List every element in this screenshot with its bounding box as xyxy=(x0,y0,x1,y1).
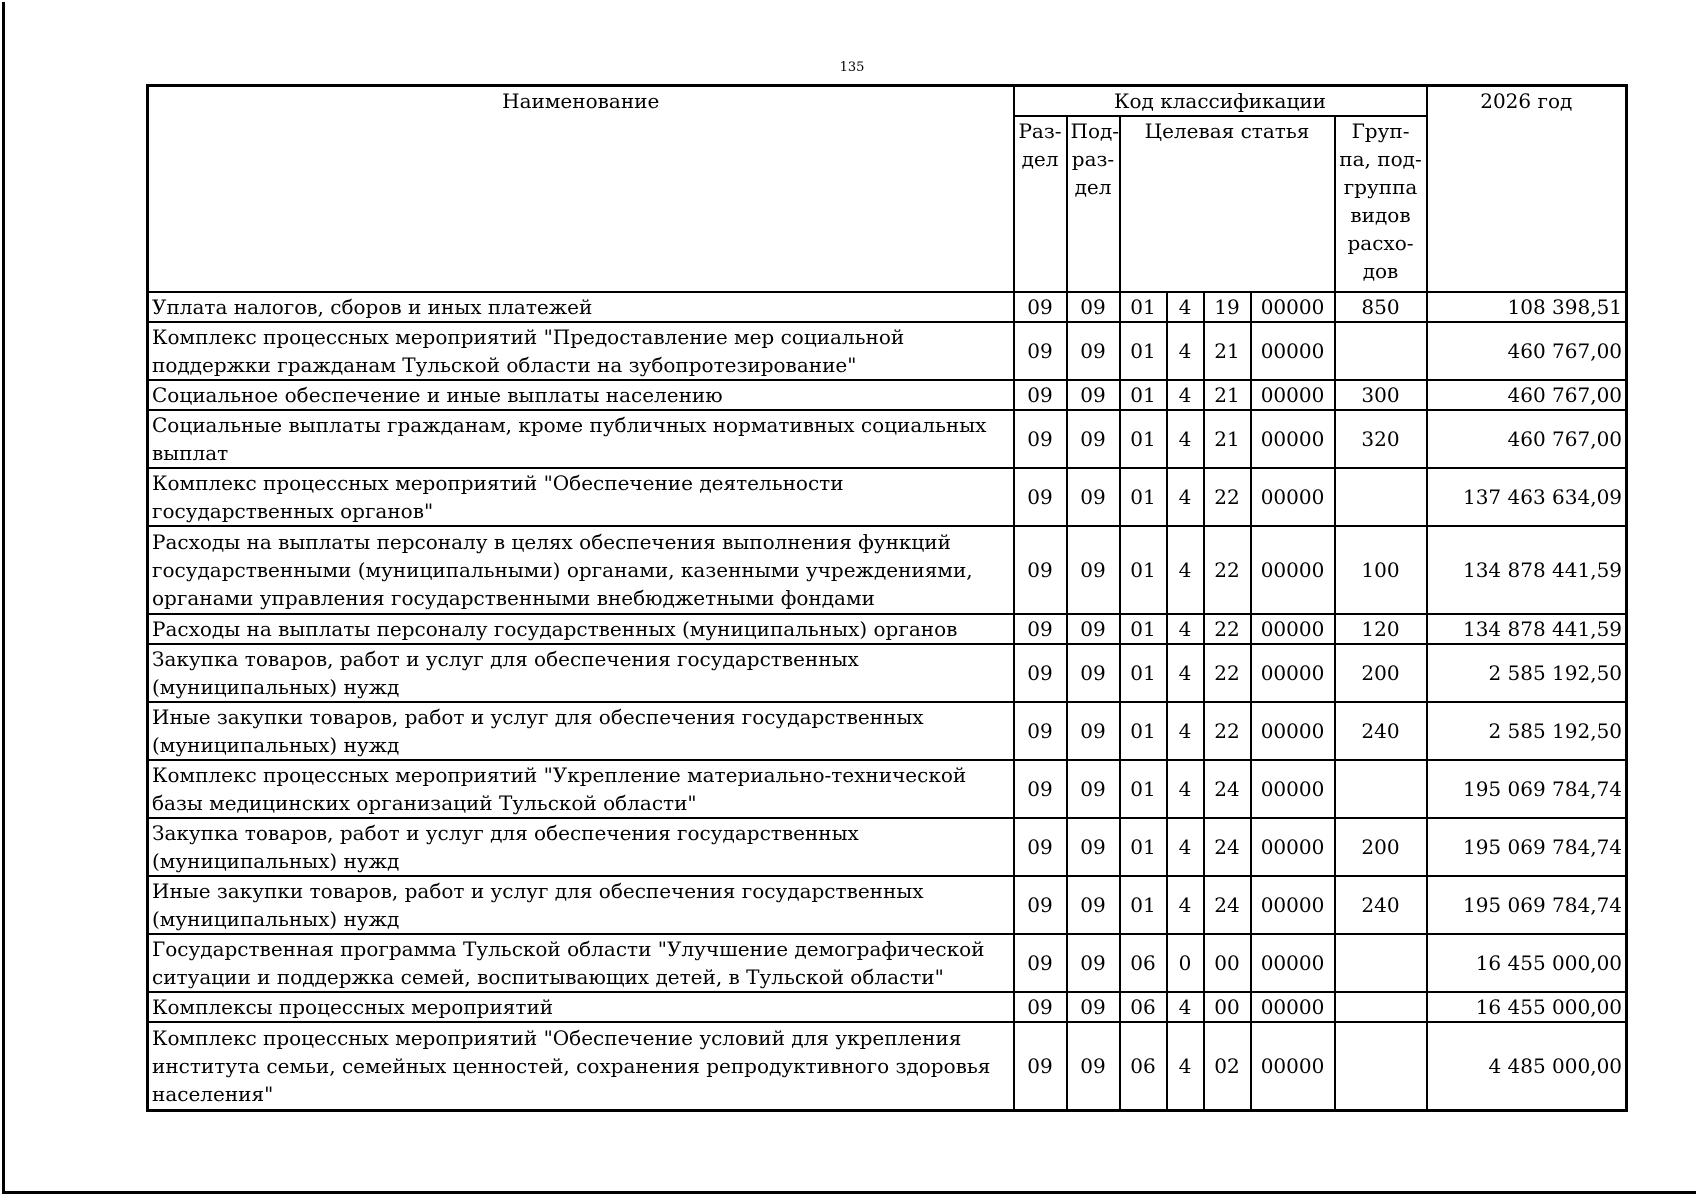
row-code-rz: 09 xyxy=(1014,876,1067,934)
row-code-vr xyxy=(1335,1022,1427,1110)
row-name: Социальные выплаты гражданам, кроме публичных нормативных социальных выплат xyxy=(148,410,1014,468)
row-code-t2: 4 xyxy=(1167,322,1204,380)
row-name: Комплекс процессных мероприятий "Обеспечение деятельности государственных органов" xyxy=(148,468,1014,526)
row-code-t2: 4 xyxy=(1167,526,1204,614)
row-code-t1: 01 xyxy=(1120,380,1167,410)
row-code-t4: 00000 xyxy=(1251,818,1335,876)
row-code-t2: 4 xyxy=(1167,292,1204,322)
row-name: Комплекс процессных мероприятий "Укрепление материально-технической базы медицинских организаций Тульской области" xyxy=(148,760,1014,818)
row-amount: 16 455 000,00 xyxy=(1427,992,1627,1022)
row-code-t3: 02 xyxy=(1204,1022,1251,1110)
row-code-t1: 01 xyxy=(1120,702,1167,760)
row-name: Государственная программа Тульской области "Улучшение демографической ситуации и поддержка семей, воспитывающих детей, в Тульской области" xyxy=(148,934,1014,992)
row-code-t3: 22 xyxy=(1204,468,1251,526)
row-code-rz: 09 xyxy=(1014,1022,1067,1110)
row-name: Комплекс процессных мероприятий "Предоставление мер социальной поддержки гражданам Тульской области на зубопротезирование" xyxy=(148,322,1014,380)
header-name: Наименование xyxy=(148,86,1014,293)
row-code-t1: 01 xyxy=(1120,292,1167,322)
row-code-rz: 09 xyxy=(1014,322,1067,380)
row-amount: 134 878 441,59 xyxy=(1427,614,1627,644)
row-code-pr: 09 xyxy=(1067,322,1120,380)
row-code-t2: 4 xyxy=(1167,818,1204,876)
page-number: 135 xyxy=(839,60,865,75)
row-code-t2: 0 xyxy=(1167,934,1204,992)
row-code-t1: 06 xyxy=(1120,934,1167,992)
row-code-t2: 4 xyxy=(1167,614,1204,644)
row-code-vr: 120 xyxy=(1335,614,1427,644)
row-name: Социальное обеспечение и иные выплаты населению xyxy=(148,380,1014,410)
row-code-t4: 00000 xyxy=(1251,614,1335,644)
row-amount: 2 585 192,50 xyxy=(1427,702,1627,760)
row-amount: 137 463 634,09 xyxy=(1427,468,1627,526)
row-name: Иные закупки товаров, работ и услуг для обеспечения государственных (муниципальных) нужд xyxy=(148,876,1014,934)
header-year: 2026 год xyxy=(1427,86,1627,293)
row-code-vr: 240 xyxy=(1335,876,1427,934)
row-code-vr: 200 xyxy=(1335,818,1427,876)
row-name: Иные закупки товаров, работ и услуг для обеспечения государственных (муниципальных) нужд xyxy=(148,702,1014,760)
row-code-rz: 09 xyxy=(1014,380,1067,410)
row-code-rz: 09 xyxy=(1014,468,1067,526)
row-code-vr xyxy=(1335,992,1427,1022)
row-code-t3: 22 xyxy=(1204,614,1251,644)
row-code-t1: 01 xyxy=(1120,760,1167,818)
table-row xyxy=(148,292,1627,322)
row-code-t4: 00000 xyxy=(1251,992,1335,1022)
table-row xyxy=(148,818,1627,876)
row-code-t4: 00000 xyxy=(1251,760,1335,818)
row-name: Расходы на выплаты персоналу государственных (муниципальных) органов xyxy=(148,614,1014,644)
row-code-pr: 09 xyxy=(1067,992,1120,1022)
row-code-t2: 4 xyxy=(1167,410,1204,468)
row-code-pr: 09 xyxy=(1067,614,1120,644)
row-code-t2: 4 xyxy=(1167,1022,1204,1110)
row-code-t2: 4 xyxy=(1167,760,1204,818)
table-row xyxy=(148,1022,1627,1110)
table-row xyxy=(148,322,1627,380)
row-code-pr: 09 xyxy=(1067,818,1120,876)
row-code-t4: 00000 xyxy=(1251,526,1335,614)
row-code-pr: 09 xyxy=(1067,380,1120,410)
row-code-rz: 09 xyxy=(1014,992,1067,1022)
row-name: Комплекс процессных мероприятий "Обеспечение условий для укрепления института семьи, семейных ценностей, сохранения репродуктивного здоровья населения" xyxy=(148,1022,1014,1110)
row-code-vr: 100 xyxy=(1335,526,1427,614)
row-code-pr: 09 xyxy=(1067,876,1120,934)
row-code-rz: 09 xyxy=(1014,614,1067,644)
row-code-t4: 00000 xyxy=(1251,322,1335,380)
header-code: Код классификации xyxy=(1014,86,1427,117)
header-podrazdel: Под-раз-дел xyxy=(1067,116,1120,292)
row-code-t3: 19 xyxy=(1204,292,1251,322)
row-code-pr: 09 xyxy=(1067,468,1120,526)
row-code-t1: 01 xyxy=(1120,644,1167,702)
row-code-t4: 00000 xyxy=(1251,410,1335,468)
row-code-vr xyxy=(1335,468,1427,526)
row-code-t3: 00 xyxy=(1204,934,1251,992)
row-code-t4: 00000 xyxy=(1251,468,1335,526)
row-code-t3: 21 xyxy=(1204,380,1251,410)
row-code-t1: 01 xyxy=(1120,322,1167,380)
row-code-vr: 240 xyxy=(1335,702,1427,760)
row-amount: 195 069 784,74 xyxy=(1427,760,1627,818)
row-code-t4: 00000 xyxy=(1251,1022,1335,1110)
table-row xyxy=(148,702,1627,760)
table-row xyxy=(148,992,1627,1022)
row-name: Расходы на выплаты персоналу в целях обеспечения выполнения функций государственными (муниципальными) органами, казенными учреждениями, органами управления государственными внебюджетными фондами xyxy=(148,526,1014,614)
row-code-vr xyxy=(1335,322,1427,380)
row-code-pr: 09 xyxy=(1067,644,1120,702)
row-code-vr: 200 xyxy=(1335,644,1427,702)
row-amount: 460 767,00 xyxy=(1427,380,1627,410)
row-code-t3: 21 xyxy=(1204,410,1251,468)
table-row xyxy=(148,380,1627,410)
row-amount: 108 398,51 xyxy=(1427,292,1627,322)
row-code-vr xyxy=(1335,760,1427,818)
row-code-rz: 09 xyxy=(1014,934,1067,992)
row-code-t2: 4 xyxy=(1167,876,1204,934)
row-amount: 195 069 784,74 xyxy=(1427,818,1627,876)
budget-table xyxy=(146,84,1628,1112)
row-code-t3: 24 xyxy=(1204,876,1251,934)
row-name: Закупка товаров, работ и услуг для обеспечения государственных (муниципальных) нужд xyxy=(148,818,1014,876)
header-group: Груп-па, под-группа видов расхо-дов xyxy=(1335,116,1427,292)
row-code-rz: 09 xyxy=(1014,702,1067,760)
table-row xyxy=(148,760,1627,818)
row-code-pr: 09 xyxy=(1067,760,1120,818)
row-code-pr: 09 xyxy=(1067,702,1120,760)
row-amount: 195 069 784,74 xyxy=(1427,876,1627,934)
row-code-pr: 09 xyxy=(1067,934,1120,992)
table-row xyxy=(148,934,1627,992)
header-razdel: Раз-дел xyxy=(1014,116,1067,292)
row-amount: 4 485 000,00 xyxy=(1427,1022,1627,1110)
row-code-t3: 21 xyxy=(1204,322,1251,380)
row-code-t3: 22 xyxy=(1204,702,1251,760)
row-amount: 460 767,00 xyxy=(1427,322,1627,380)
table-row xyxy=(148,526,1627,614)
row-code-rz: 09 xyxy=(1014,526,1067,614)
row-code-t3: 22 xyxy=(1204,644,1251,702)
row-name: Комплексы процессных мероприятий xyxy=(148,992,1014,1022)
row-code-pr: 09 xyxy=(1067,410,1120,468)
row-code-t1: 01 xyxy=(1120,468,1167,526)
row-code-pr: 09 xyxy=(1067,1022,1120,1110)
row-code-t2: 4 xyxy=(1167,468,1204,526)
row-code-rz: 09 xyxy=(1014,644,1067,702)
row-code-vr: 850 xyxy=(1335,292,1427,322)
row-code-t2: 4 xyxy=(1167,992,1204,1022)
row-code-t2: 4 xyxy=(1167,380,1204,410)
table-row xyxy=(148,410,1627,468)
row-amount: 134 878 441,59 xyxy=(1427,526,1627,614)
row-code-rz: 09 xyxy=(1014,410,1067,468)
row-code-t2: 4 xyxy=(1167,702,1204,760)
table-row xyxy=(148,468,1627,526)
row-code-rz: 09 xyxy=(1014,760,1067,818)
table-row xyxy=(148,614,1627,644)
row-code-t4: 00000 xyxy=(1251,292,1335,322)
row-code-t4: 00000 xyxy=(1251,644,1335,702)
row-code-t4: 00000 xyxy=(1251,380,1335,410)
row-name: Закупка товаров, работ и услуг для обеспечения государственных (муниципальных) нужд xyxy=(148,644,1014,702)
row-code-t1: 01 xyxy=(1120,410,1167,468)
row-code-t1: 06 xyxy=(1120,1022,1167,1110)
row-code-pr: 09 xyxy=(1067,526,1120,614)
row-amount: 460 767,00 xyxy=(1427,410,1627,468)
row-code-vr xyxy=(1335,934,1427,992)
row-code-t1: 01 xyxy=(1120,614,1167,644)
row-code-t2: 4 xyxy=(1167,644,1204,702)
row-code-t4: 00000 xyxy=(1251,876,1335,934)
row-amount: 16 455 000,00 xyxy=(1427,934,1627,992)
row-code-t1: 01 xyxy=(1120,818,1167,876)
row-code-pr: 09 xyxy=(1067,292,1120,322)
row-code-t1: 01 xyxy=(1120,526,1167,614)
row-code-t1: 06 xyxy=(1120,992,1167,1022)
row-code-rz: 09 xyxy=(1014,818,1067,876)
row-amount: 2 585 192,50 xyxy=(1427,644,1627,702)
row-code-t4: 00000 xyxy=(1251,934,1335,992)
header-target: Целевая статья xyxy=(1120,116,1335,292)
row-code-t3: 24 xyxy=(1204,760,1251,818)
table-row xyxy=(148,644,1627,702)
row-code-vr: 320 xyxy=(1335,410,1427,468)
row-code-rz: 09 xyxy=(1014,292,1067,322)
row-code-t4: 00000 xyxy=(1251,702,1335,760)
row-code-t3: 22 xyxy=(1204,526,1251,614)
row-code-t3: 24 xyxy=(1204,818,1251,876)
table-row xyxy=(148,876,1627,934)
row-name: Уплата налогов, сборов и иных платежей xyxy=(148,292,1014,322)
row-code-t3: 00 xyxy=(1204,992,1251,1022)
row-code-vr: 300 xyxy=(1335,380,1427,410)
row-code-t1: 01 xyxy=(1120,876,1167,934)
